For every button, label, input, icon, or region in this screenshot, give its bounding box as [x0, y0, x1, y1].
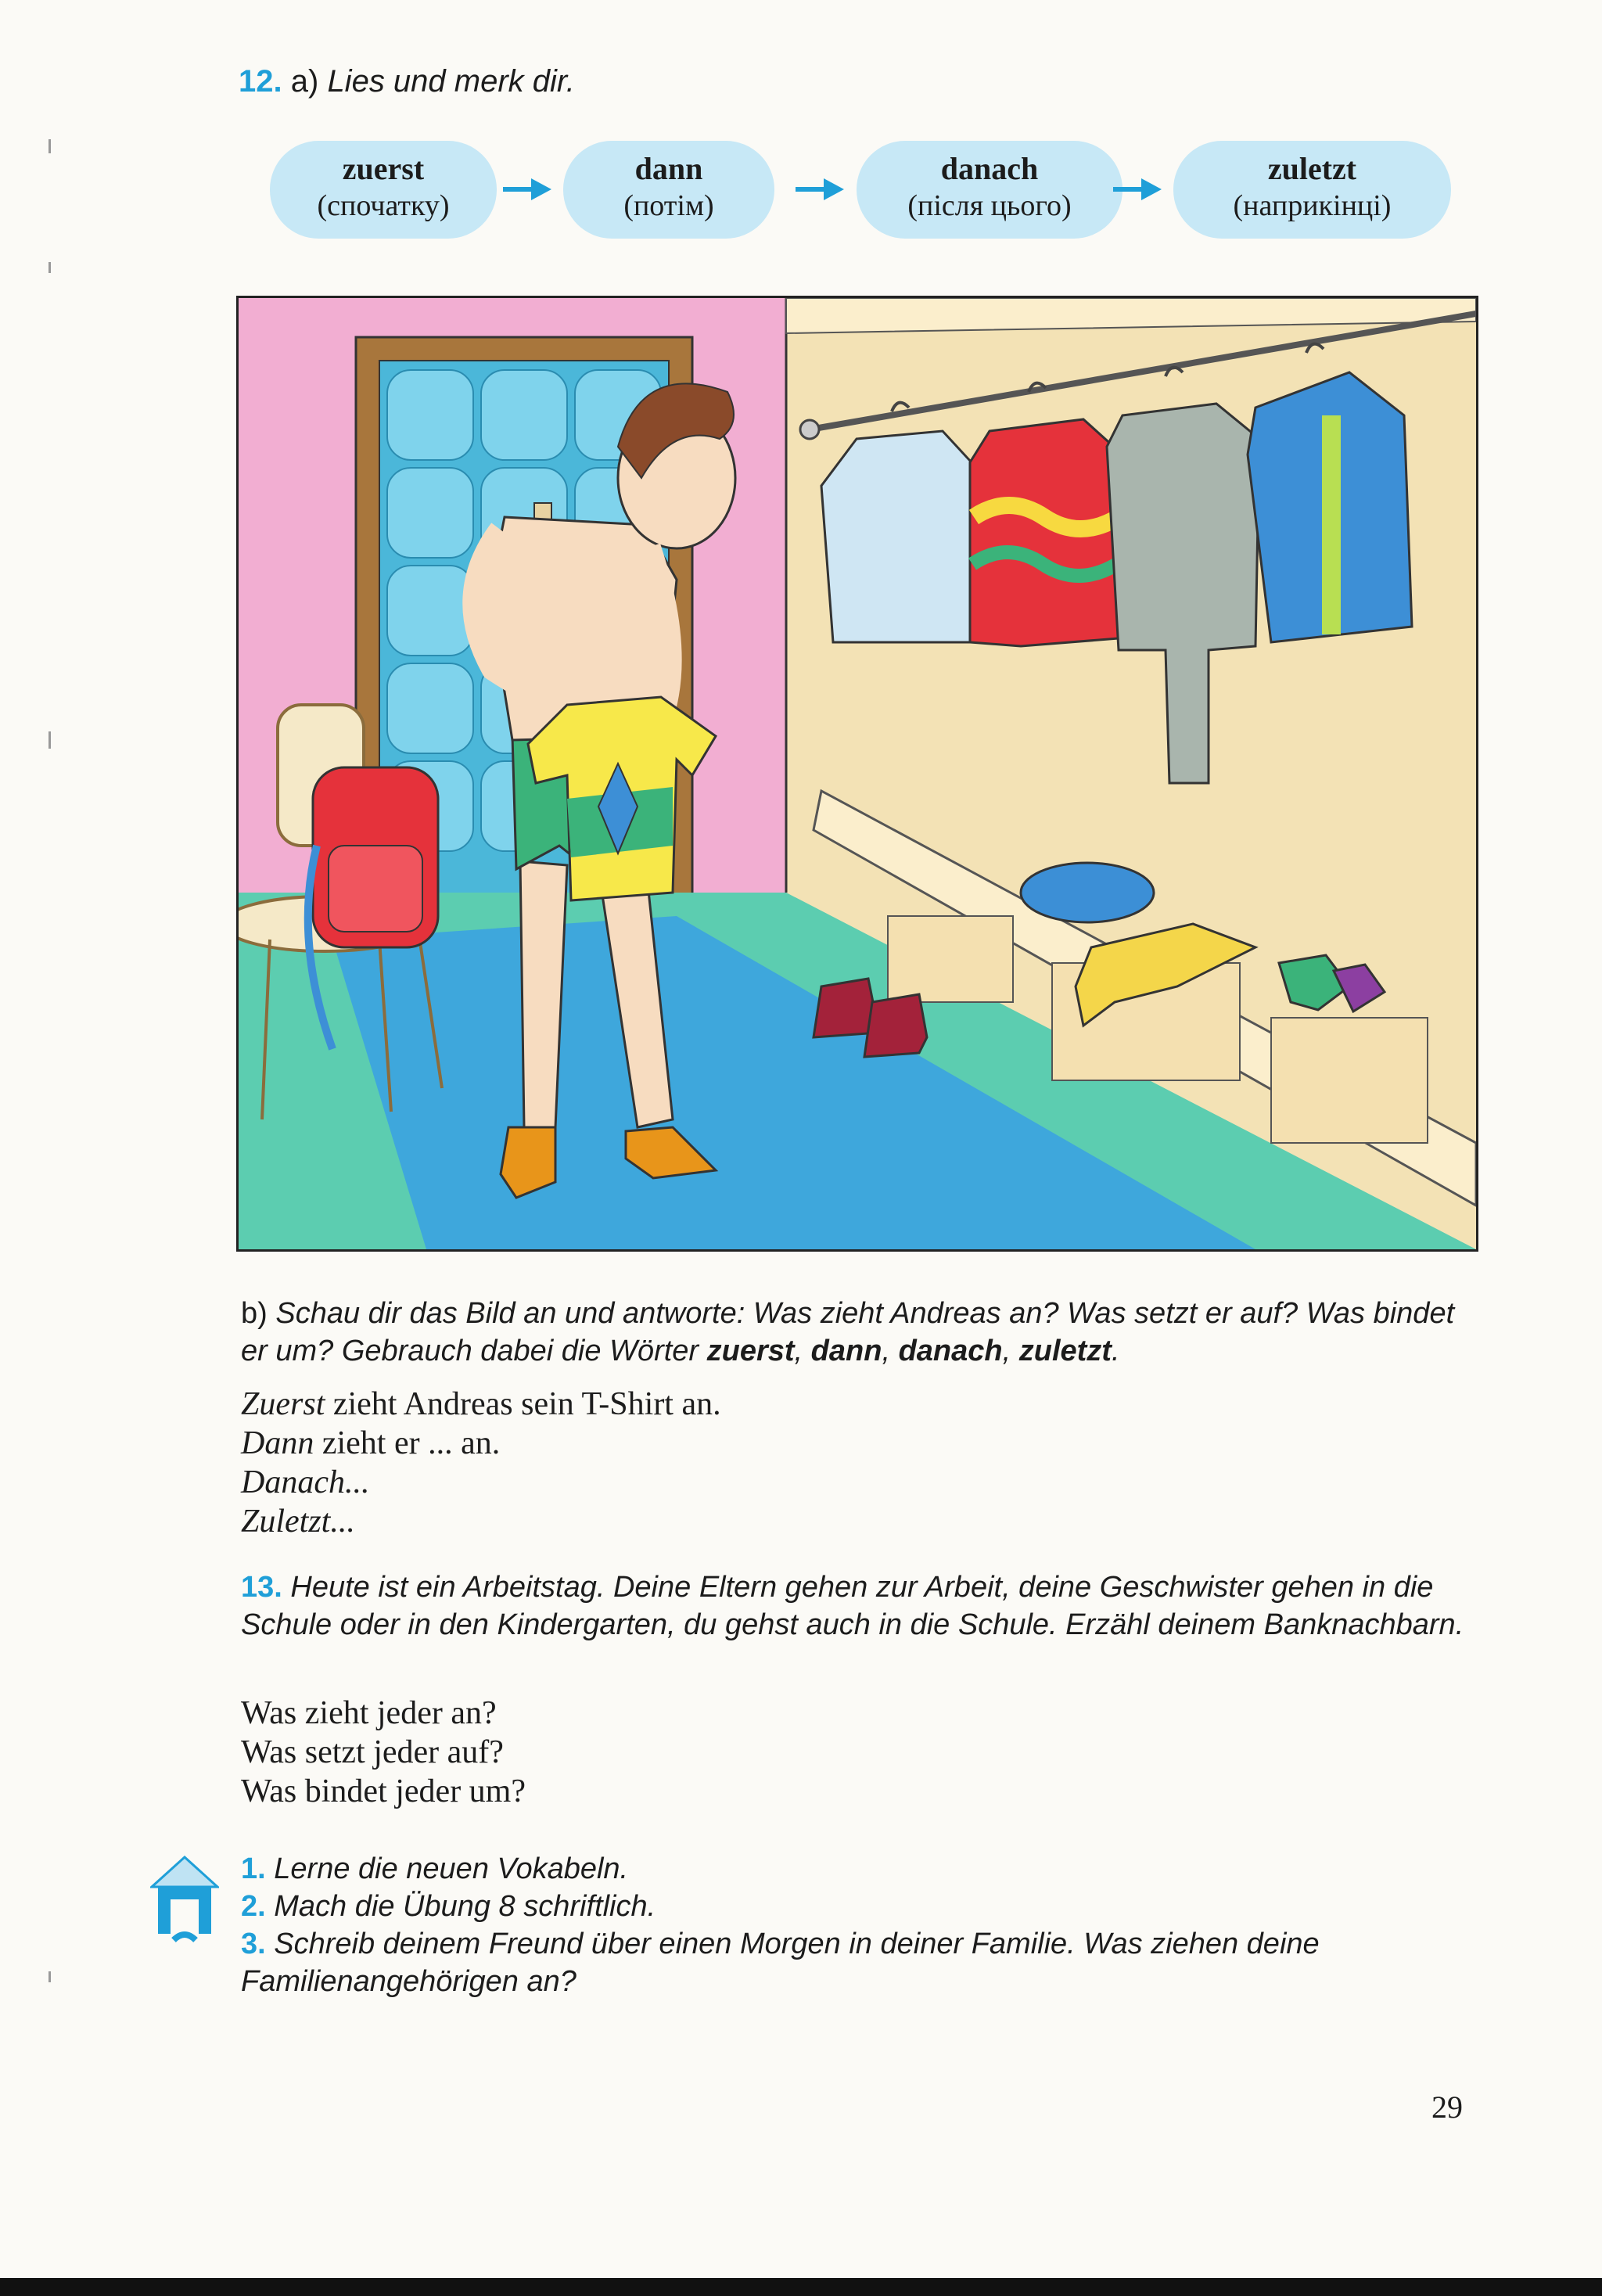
- homework-item: [241, 1850, 1485, 1888]
- translation: (наприкінці): [1233, 189, 1392, 222]
- page-number: 29: [1431, 2089, 1463, 2125]
- exercise-12-heading: [239, 64, 575, 99]
- translation: (після цього): [907, 189, 1072, 222]
- item-text: Lerne die neuen Vokabeln.: [274, 1852, 629, 1885]
- question-line: Was zieht jeder an?: [241, 1695, 497, 1731]
- answer-lines: [241, 1385, 721, 1541]
- translation: (потім): [623, 189, 714, 222]
- margin-mark: [48, 139, 51, 153]
- sequence-word: [1173, 141, 1451, 239]
- margin-mark: [48, 1971, 51, 1982]
- knitted-hat: [1021, 863, 1154, 922]
- exercise-number: 13.: [241, 1571, 282, 1604]
- german-word: danach: [940, 151, 1039, 186]
- item-text: Mach die Übung 8 schriftlich.: [274, 1890, 656, 1923]
- part-label: b): [241, 1297, 268, 1330]
- homework-list: [241, 1850, 1485, 2000]
- sequence-word-lead: Zuletzt...: [241, 1504, 355, 1540]
- scan-edge: [0, 2278, 1602, 2296]
- sequence-word-lead: Dann: [241, 1425, 314, 1461]
- answer-text: zieht Andreas sein T-Shirt an.: [325, 1386, 721, 1422]
- margin-mark: [48, 731, 51, 749]
- instruction-end: .: [1111, 1335, 1120, 1367]
- instruction-text: Heute ist ein Arbeitstag. Deine Eltern gehen zur Arbeit, deine Geschwister gehen in die Schule oder in den Kindergarten, du gehst auch in die Schule. Erzähl deinem Banknachbarn.: [241, 1571, 1464, 1641]
- exercise-13-instruction: [241, 1568, 1485, 1644]
- homework-item: [241, 1888, 1485, 1925]
- sequence-word-lead: Danach...: [241, 1464, 370, 1500]
- sequence-word-lead: Zuerst: [241, 1386, 325, 1422]
- german-word: zuerst: [342, 151, 425, 186]
- answer-text: zieht er ... an.: [314, 1425, 501, 1461]
- exercise-12b-instruction: b) Schau dir das Bild an und antworte: Was zieht Andreas an? Was setzt er auf? Was bindet er um? Gebrauch dabei die Wörter zuerst, dann, danach, zuletzt.: [241, 1297, 1455, 1367]
- item-number: 3.: [241, 1928, 266, 1960]
- keyword: dann: [810, 1335, 882, 1367]
- margin-mark: [48, 262, 51, 273]
- question-line: Was setzt jeder auf?: [241, 1734, 504, 1770]
- sequence-words: [270, 141, 1451, 239]
- sequence-word: [563, 141, 774, 239]
- question-list: [241, 1694, 526, 1811]
- homework-item: [241, 1925, 1485, 2000]
- arrow-right-icon: [1113, 175, 1162, 203]
- arrow-right-icon: [503, 175, 551, 203]
- keyword: zuletzt: [1018, 1335, 1112, 1367]
- answer-line: [241, 1502, 721, 1541]
- sequence-word: [270, 141, 497, 239]
- german-word: dann: [634, 151, 703, 186]
- exercise-number: 12.: [239, 64, 282, 99]
- item-number: 2.: [241, 1890, 266, 1923]
- answer-line: [241, 1385, 721, 1424]
- keyword: danach: [898, 1335, 1003, 1367]
- answer-line: [241, 1463, 721, 1502]
- illustration-boy-dressing: [236, 296, 1478, 1252]
- keyword: zuerst: [706, 1335, 795, 1367]
- translation: (спочатку): [317, 189, 450, 222]
- house-icon: [150, 1854, 219, 1946]
- arrow-right-icon: [796, 175, 844, 203]
- item-number: 1.: [241, 1852, 266, 1885]
- instruction-text: Lies und merk dir.: [327, 64, 575, 99]
- question-line: Was bindet jeder um?: [241, 1773, 526, 1809]
- instruction-text: Schau dir das Bild an und antworte: Was zieht Andreas an? Was setzt er auf? Was bindet er um? Gebrauch dabei die Wörter: [241, 1297, 1455, 1367]
- german-word: zuletzt: [1267, 151, 1357, 186]
- item-text: Schreib deinem Freund über einen Morgen in deiner Familie. Was ziehen deine Familienangehörigen an?: [241, 1928, 1320, 1998]
- answer-line: [241, 1424, 721, 1463]
- part-label: a): [290, 64, 319, 99]
- sequence-word: [857, 141, 1122, 239]
